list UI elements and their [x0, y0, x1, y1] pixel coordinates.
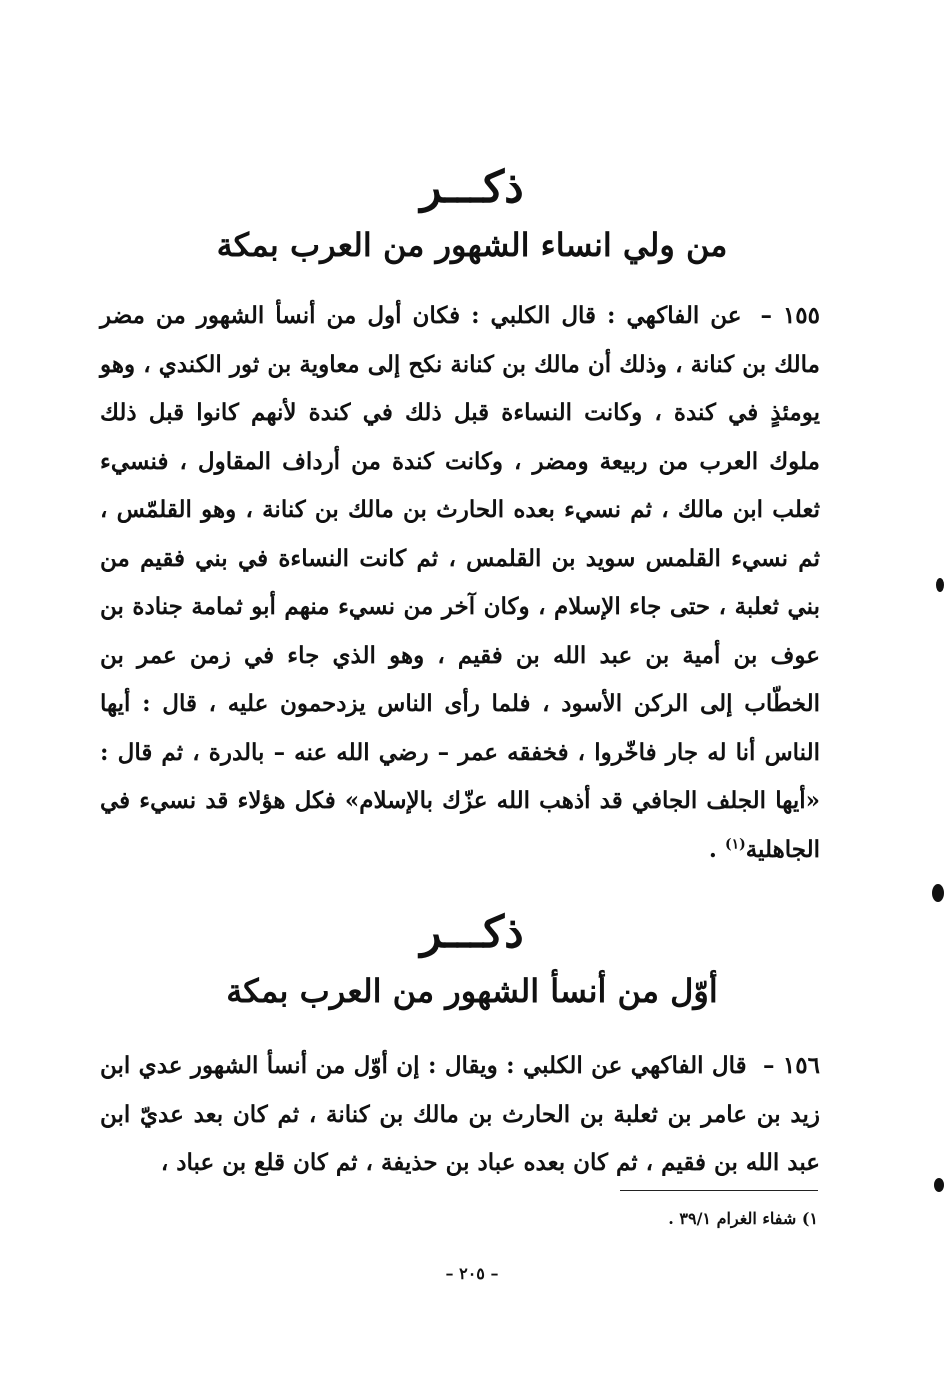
section-title-1: من ولي انساء الشهور من العرب بمكة — [216, 226, 728, 264]
footnote-separator — [620, 1190, 818, 1191]
paragraph-155 — [100, 292, 820, 874]
margin-ink-mark — [934, 1178, 944, 1192]
margin-ink-mark — [936, 578, 944, 592]
footnote: ١) شفاء الغرام ٣٩/١ . — [668, 1209, 818, 1228]
section-heading-dhikr-2: ذكـــر — [420, 907, 524, 958]
paragraph-156 — [100, 1042, 820, 1188]
section-heading-dhikr-1: ذكـــر — [420, 162, 524, 213]
margin-ink-mark — [932, 884, 944, 902]
section-title-2: أوّل من أنسأ الشهور من العرب بمكة — [226, 972, 718, 1010]
paragraph-text: عن الفاكهي : قال الكلبي : فكان أول من أنسأ الشهور من مضر مالك بن كنانة ، وذلك أن مالك بن كنانة نكح إلى معاوية بن ثور الكندي ، وهو يومئذٍ في كندة ، وكانت النساءة قبل ذلك في كندة لأنهم كانوا قبل ذلك ملوك العرب من ربيعة ومضر ، وكانت كندة من أرداف المقاول ، فنسيء ثعلب ابن مالك ، ثم نسيء بعده الحارث بن مالك بن كنانة ، وهو القلمّس ، ثم نسيء القلمس سويد بن القلمس ، ثم كانت النساءة في بني فقيم من بني ثعلبة ، حتى جاء الإسلام ، وكان آخر من نسيء منهم أبو ثمامة جنادة بن عوف بن أمية بن عبد الله بن فقيم ، وهو الذي جاء في زمن عمر بن الخطّاب إلى الركن الأسود ، فلما رأى الناس يزدحمون عليه ، قال : أيها الناس أنا له جار فاخّروا ، فخفقه عمر – رضي الله عنه – بالدرة ، ثم قال : «أيها الجلف الجافي قد أذهب الله عزّك بالإسلام» فكل هؤلاء قد نسيء في الجاهلية — [100, 302, 820, 863]
paragraph-number: ١٥٥ – — [760, 302, 820, 329]
paragraph-number: ١٥٦ – — [763, 1052, 820, 1079]
paragraph-text: قال الفاكهي عن الكلبي : ويقال : إن أوّل من أنسأ الشهور عدي ابن زيد بن عامر بن ثعلبة بن الحارث بن مالك بن كنانة ، ثم كان بعد عديّ ابن عبد الله بن فقيم ، ثم كان بعده عباد بن حذيفة ، ثم كان قلع بن عباد ، — [100, 1052, 820, 1176]
paragraph-end-mark: . — [708, 835, 725, 863]
footnote-reference: (١) — [724, 835, 746, 852]
page-number: – ٢٠٥ – — [445, 1264, 499, 1283]
